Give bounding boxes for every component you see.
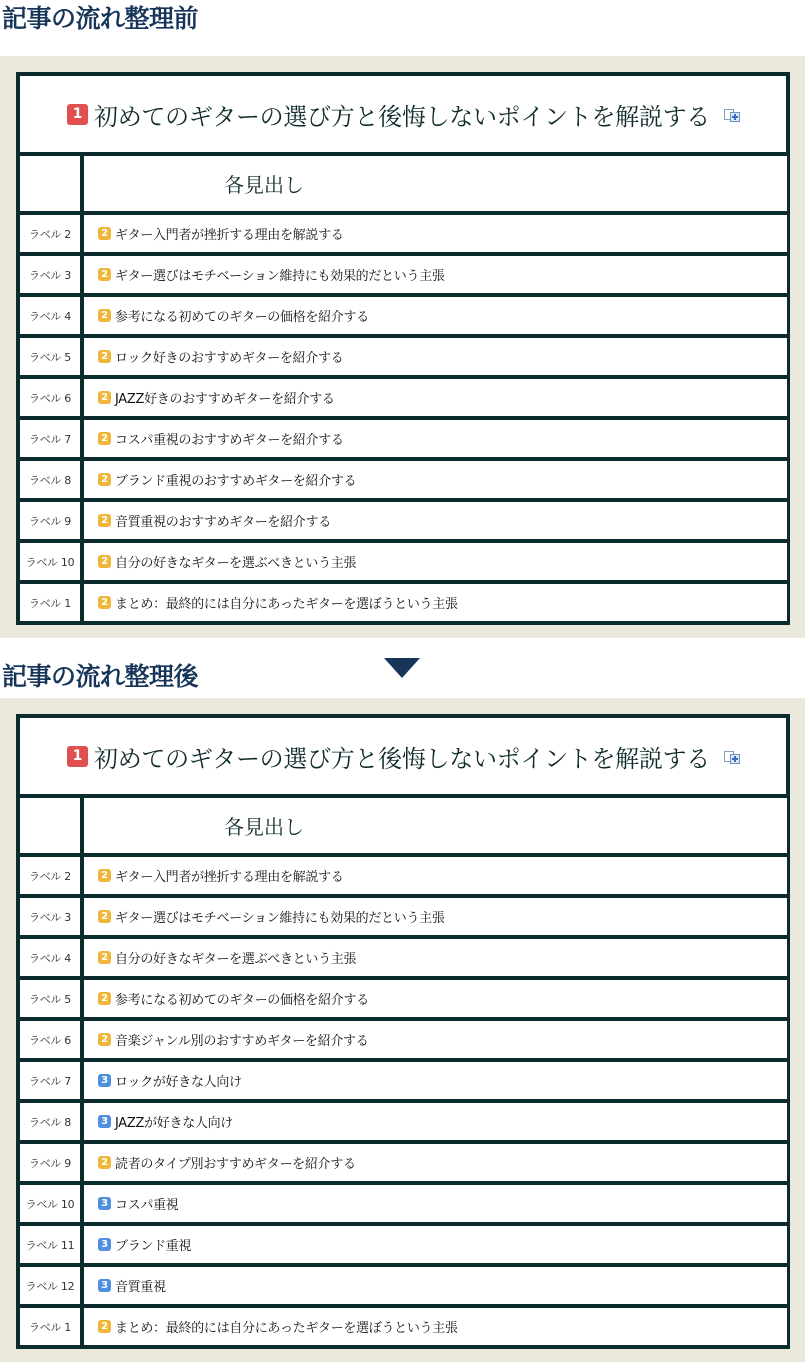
column-header-cell [84, 156, 787, 211]
heading-level-badge: 2 [98, 951, 111, 964]
heading-row [84, 1062, 787, 1099]
heading-row [84, 898, 787, 935]
heading-level-badge: 2 [98, 555, 111, 568]
heading-row [84, 1308, 787, 1345]
heading-level-badge: 2 [98, 473, 111, 486]
heading-row [84, 297, 787, 334]
panel-after [0, 698, 805, 1362]
heading-level-badge: 3 [98, 1197, 111, 1210]
heading-row [84, 584, 787, 621]
heading-row [84, 939, 787, 976]
heading-level-badge: 1 [67, 104, 88, 125]
heading-level-badge: 1 [67, 746, 88, 767]
heading-text: 参考になる初めてのギターの価格を紹介する [115, 310, 369, 325]
heading-row [84, 1144, 787, 1181]
arrow-down-icon [384, 658, 420, 678]
header-label-cell [20, 156, 80, 211]
heading-row [84, 543, 787, 580]
section-heading-after: 記事の流れ整理後 [2, 662, 199, 691]
heading-text: ロックが好きな人向け [115, 1075, 242, 1090]
heading-level-badge: 2 [98, 869, 111, 882]
heading-level-badge: 3 [98, 1074, 111, 1087]
row-label: ラベル 8 [20, 461, 80, 498]
heading-text: 音楽ジャンル別のおすすめギターを紹介する [115, 1034, 369, 1049]
heading-level-badge: 2 [98, 596, 111, 609]
row-label: ラベル 11 [20, 1226, 80, 1263]
heading-text: ギター選びはモチベーション維持にも効果的だという主張 [115, 911, 445, 926]
heading-text: 音質重視のおすすめギターを紹介する [115, 515, 331, 530]
heading-level-badge: 2 [98, 514, 111, 527]
heading-level-badge: 2 [98, 432, 111, 445]
heading-level-badge: 2 [98, 227, 111, 240]
article-title: 初めてのギターの選び方と後悔しないポイントを解説する [94, 744, 710, 773]
heading-level-badge: 2 [98, 391, 111, 404]
heading-text: 読者のタイプ別おすすめギターを紹介する [115, 1157, 356, 1172]
heading-text: ギター入門者が挫折する理由を解説する [115, 870, 344, 885]
row-label: ラベル 4 [20, 939, 80, 976]
heading-level-badge: 2 [98, 268, 111, 281]
heading-text: ロック好きのおすすめギターを紹介する [115, 351, 344, 366]
outline-table-before [16, 72, 790, 625]
column-header-cell [84, 798, 787, 853]
heading-row [84, 857, 787, 894]
heading-text: コスパ重視 [115, 1198, 179, 1213]
section-heading-before: 記事の流れ整理前 [2, 4, 199, 33]
heading-level-badge: 3 [98, 1238, 111, 1251]
heading-row [84, 256, 787, 293]
row-label: ラベル 1 [20, 584, 80, 621]
header-label-cell [20, 798, 80, 853]
row-label: ラベル 6 [20, 1021, 80, 1058]
article-title: 初めてのギターの選び方と後悔しないポイントを解説する [94, 102, 710, 131]
row-label: ラベル 7 [20, 420, 80, 457]
heading-text: ギター入門者が挫折する理由を解説する [115, 228, 344, 243]
heading-level-badge: 2 [98, 1156, 111, 1169]
heading-level-badge: 2 [98, 1320, 111, 1333]
heading-text: 自分の好きなギターを選ぶべきという主張 [115, 556, 357, 571]
heading-text: ギター選びはモチベーション維持にも効果的だという主張 [115, 269, 445, 284]
heading-text: 音質重視 [115, 1280, 166, 1295]
row-label: ラベル 5 [20, 980, 80, 1017]
heading-row [84, 461, 787, 498]
heading-level-badge: 2 [98, 1033, 111, 1046]
table-title-row [20, 76, 786, 152]
row-label: ラベル 5 [20, 338, 80, 375]
heading-text: まとめ：最終的には自分にあったギターを選ぼうという主張 [115, 1321, 458, 1336]
row-label: ラベル 2 [20, 857, 80, 894]
heading-row [84, 379, 787, 416]
expand-table-icon[interactable] [724, 108, 739, 121]
row-label: ラベル 10 [20, 1185, 80, 1222]
heading-level-badge: 2 [98, 992, 111, 1005]
heading-row [84, 1185, 787, 1222]
heading-level-badge: 3 [98, 1115, 111, 1128]
row-label: ラベル 12 [20, 1267, 80, 1304]
heading-text: まとめ：最終的には自分にあったギターを選ぼうという主張 [115, 597, 458, 612]
heading-row [84, 338, 787, 375]
heading-text: JAZZが好きな人向け [115, 1116, 234, 1131]
heading-row [84, 1103, 787, 1140]
heading-text: 自分の好きなギターを選ぶべきという主張 [115, 952, 357, 967]
heading-text: ブランド重視のおすすめギターを紹介する [115, 474, 357, 489]
heading-row [84, 215, 787, 252]
heading-level-badge: 3 [98, 1279, 111, 1292]
row-label: ラベル 9 [20, 1144, 80, 1181]
row-label: ラベル 9 [20, 502, 80, 539]
row-label: ラベル 10 [20, 543, 80, 580]
heading-row [84, 502, 787, 539]
heading-row [84, 420, 787, 457]
heading-text: コスパ重視のおすすめギターを紹介する [115, 433, 344, 448]
row-label: ラベル 2 [20, 215, 80, 252]
expand-table-icon[interactable] [724, 750, 739, 763]
heading-level-badge: 2 [98, 309, 111, 322]
heading-row [84, 1226, 787, 1263]
heading-level-badge: 2 [98, 350, 111, 363]
panel-before [0, 56, 805, 638]
row-label: ラベル 3 [20, 898, 80, 935]
table-title-row [20, 718, 786, 794]
heading-row [84, 980, 787, 1017]
row-label: ラベル 3 [20, 256, 80, 293]
row-label: ラベル 4 [20, 297, 80, 334]
heading-row [84, 1021, 787, 1058]
heading-text: ブランド重視 [115, 1239, 192, 1254]
column-header: 各見出し [224, 173, 304, 197]
row-label: ラベル 7 [20, 1062, 80, 1099]
outline-table-after [16, 714, 790, 1349]
heading-text: JAZZ好きのおすすめギターを紹介する [115, 392, 335, 407]
heading-level-badge: 2 [98, 910, 111, 923]
row-label: ラベル 6 [20, 379, 80, 416]
heading-row [84, 1267, 787, 1304]
column-header: 各見出し [224, 815, 304, 839]
row-label: ラベル 8 [20, 1103, 80, 1140]
row-label: ラベル 1 [20, 1308, 80, 1345]
heading-text: 参考になる初めてのギターの価格を紹介する [115, 993, 369, 1008]
